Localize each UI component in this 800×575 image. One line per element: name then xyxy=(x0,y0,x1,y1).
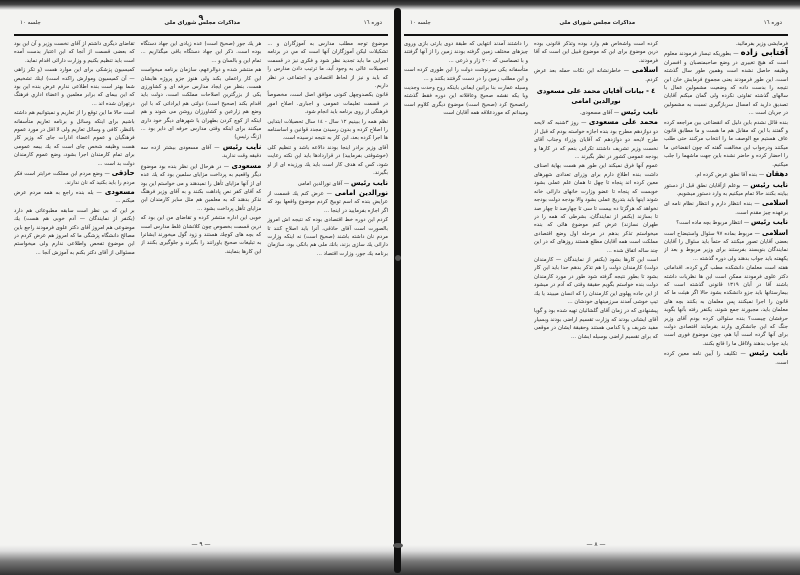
speaker-name: حاذقى xyxy=(111,169,135,178)
paragraph: كرده است واشخاص هم وارد بوده وتذكر قانونى بوده درين موضوع براى اين كه موضوع قبيل اين است كه آقا فرمودند. xyxy=(534,41,658,64)
speaker-paragraph: نورالدين امامى — عرض كنم يك قسمت از عرايض بنده كه اسم توبيخ كردم موضوع واقعها بود كه اگر اجازه بفرماييد در اينجا ... xyxy=(267,188,388,214)
column-left xyxy=(404,40,528,520)
columns xyxy=(14,40,388,520)
paragraph: بر اين كه بى نظر است سابقه مطبوعاتى هم دارد (يكنفر از نمايندگان — آدم خوبى هم هست) يك موضوعى هم امروز آقاى دكتر علوى فرمودند راجع باين مصالح دانشگاه پزشگى ما كه امروز هم عرض كردم در اين موضوع تفحص واطلاعى ندارم ولى ميخواستم مسئوالى از آقاى دكتر بكنم به آموزش آنجا ... xyxy=(13,207,135,256)
paragraph: را داشتند آمدند انتهايى كه طبقة دوى يارتى بازى وروى چيزهاى مختلف زمين گرفته بودند زمين را از آنها گرفتند و با تصماسى كه ٢٠٠ زار و ذرعى ... xyxy=(404,41,528,64)
speaker-paragraph: حاذقى — وضع مردم اين مملكت خرابتر است فكر مردم را بايد بكنيد كه نان ندارند. xyxy=(13,169,135,186)
paragraph: تقاضاى ديگرى داشتم از آقاى نخست وزير و آن اين بود كه بعضى قسمت از آنجا كه اين اعتبار بدست آمده است بايد تنظيم بكنيم و وزارت دارائى اقدام نمايد. xyxy=(13,41,135,64)
page-mark: ٩ xyxy=(198,13,204,22)
paragraph: هفته است معلمان دانشكده مطب گرو كرده، اقداماتى دكتر علوى فرمودند ممكن است اين ها نظريات داشته باشند آقا در آبان ١٣١٩ قانونى گذشته است كه بيمارستانها بايد جزو دانشكده بشود حالا اگر هيئت ما كه قانون را اجرا نميكنند پس معلمان به بكنند بچه هاى معلمان بايد، مجبورند جمع شوند، يكنفر رفته بآنها بگويد حرفشان چيست؟ بنده سئوالى كرده بودم آقاى وزير جنگ كه اين جانشكرى وارند بفرمايند اقتصادى دولت براى آنها گرده است آيا هم، چون موضوع فورى است بايد جواب بدهند ولااقل ما را قانع بكنند. xyxy=(664,265,788,347)
speaker-paragraph: مسعودى — در هرحال اين نظر بنده بود موضوع ديگر واقعيم به پرداخت مزاياى سلمين بود كه يك عده اى از آنها مزاياى تأهل را نميدهند و مى خواستم اين بود كه آقاى كفر نص پاداهت بكنند و به آقاى وزير فرهنگ تذكر بدهند كه به معلمين هم مثل ساير كارمندان اين مزاياى تأهل پرداخت بشود ... xyxy=(140,161,262,212)
paragraph: نظم همه را ببينيم ١٢ سال - ١٤ سال تحصيلات ابتدايى را اصلاح كرده و بدون رسيدن مجدد قوانين و اساسنامه ها اجرا كرده بعد، اين كار به نتيجه نرسيده است. xyxy=(267,118,388,142)
section-heading: ٤ - بيانات آقايان محمد على مسعودى نورالدين امامى xyxy=(536,87,656,106)
speaker-name: اسلامى xyxy=(761,228,788,237)
speaker-paragraph: نايب رئيس — تكليف را آيين نامه معين كرده است. xyxy=(664,349,788,366)
speaker-name: نايب رئيس xyxy=(750,180,788,189)
speaker-paragraph: اسلامى — مربوط بماده ٩٧ سئوال واستيضاح است بعضى آقايان تصور ميكنند كه حتماً بايد سئوال را آقايان نمايندگان بنويسند بفرستند براى وزير مربوط و بعد از يكهفته بايد جواب بدهند ولى دوره گذشته ... xyxy=(664,228,788,262)
speaker-name: آفتابى زاده xyxy=(740,48,788,59)
right-page xyxy=(404,14,788,548)
header-title: مذاكرات مجلس شوراى ملى xyxy=(559,20,636,26)
speaker-name: نايب رئيس xyxy=(620,108,658,117)
speaker-paragraph: اسلامى — بنده انتظار دارم و انتظار نظام نامه اى برعهده چيز مقدم است. xyxy=(664,199,788,216)
paragraph: هر يك جور (صحيح است) عده زيادى اين جهاد دستگاه بوده است. ذكر اين جهاد دستگاه باقى ميگذاريم ... تمام اين و بالسان و ... xyxy=(140,41,262,64)
speaker-name: نورالدين امامى xyxy=(334,188,388,197)
speaker-name: نايب رئيس xyxy=(749,349,788,358)
speaker-paragraph: نايب رئيس — انتظار مربوط بچه ماده است؟ xyxy=(676,218,788,227)
page-number: — ٩ — xyxy=(191,541,211,548)
scan-artifact xyxy=(393,543,403,548)
header-rule xyxy=(14,34,388,36)
speaker-name: محمد على مسعودى xyxy=(588,118,658,127)
paragraph: هم منتشر شده و دوالرعهم، سازمان برنامه ميخواست اين كار راعملى بكند ولى هنوز جزو پروژه هايشان هست، بنظر من ايجاد مدارس حرفه اى و كشاورزى يكى از بزرگترين اصلاحات مملكت است، دولت بايد اقدام بكند (صحيح است) دولتى هم ايراداتى كه با اين وضع هم زارعين و كشاورزان روشن مى شوند و هم اينكه از كوچ كردن بطهران يا شهرهاى ديگر خود دارى ميكنند براى اينكه وقتى مدارس حرفه اى داير بود ... (زنگ رئيس) xyxy=(140,67,262,141)
scan-artifact xyxy=(395,255,401,261)
speaker-name: نايب رئيس xyxy=(350,178,388,187)
header-rule xyxy=(404,34,788,36)
paragraph: قانون يكصدوچهل كنونى موافق اصل است، مخصوصاً در قسمت تعليمات عمومى و اجبارى. اصلاح امور فرهنگى از روى برنامه بايد انجام شود. xyxy=(267,92,388,116)
header-session-volume: دوره ١٦ xyxy=(763,20,782,26)
paragraph: كميسيون پزشكى براى اين موارد هست (و تكر زاهى — آن كميسيون وموارش راكده است) اينك تشخيص شما بهتر است بنده اطلاعى ندارم عرض بنده اين بود كه اين بيماى كه برابر معلمين و اعضاء اداري فرهنگ درتهران شده اند ... xyxy=(13,67,135,107)
paragraph: متأسفانه يكى سرنوشت دولت را اين طورى كرده است و اين مطلب زمين را در دست گرفتند بكنند و ... xyxy=(404,67,528,82)
speaker-paragraph: نايب رئيس — آقاى مسعودى. xyxy=(579,108,658,117)
header-sitting: جلسه ١٠ xyxy=(20,20,41,26)
binding-gutter xyxy=(394,8,401,573)
columns xyxy=(404,40,788,520)
speaker-name: نايب رئيس xyxy=(750,218,788,227)
column-right xyxy=(664,40,788,520)
paragraph: وسيله عمارت بنا برانين ايمانى باينكه روح وحدت وجديت ويا يكه نقشه صحيح وعاقلانه اين دوره فقط گذشته راتصحيح كرد (صحيح است) موضوع ديگرى كلاوم است وميدانم كه موردعلاقه همه آقايان است xyxy=(404,85,528,117)
paragraph: پيشنهادى كه در زمان آقاى گلشائيان تهيه شده بود و گويا آقاى ايشانى بودند كه وزارت تقسيم اراضى بودند وبسيار مفيد شريف و يا كدامى هستند وحقيقة ايشان در موقعى كه براى تقسيم اراضى بوسيله ايشان ... xyxy=(534,308,658,340)
header-sitting: جلسه ١٠ xyxy=(410,20,431,26)
header-session-volume: دوره ١٦ xyxy=(363,20,382,26)
speaker-paragraph: نايب رئيس — آقاى مسعودى بيشتر ازده سه دقيقه وقت نداريد. xyxy=(140,142,262,160)
speaker-paragraph: نايب رئيس — بوعلم ازآقايان نطق قبل از دستور بياينه بكنند حالا تمام ميكنيم به وارد دستور ميشويم. xyxy=(664,180,788,197)
column-left xyxy=(14,40,135,520)
speaker-paragraph: محمد على مسعودى — روز ٣شنبه كه لايحه دو دوازدهم مطرح بود بنده اجازه خواسته بودم كه قبل از طرح لايحه دو دوازدهم كه آقايان وزراء وجناب آقاى نخست وزير تشريف داشتند تكرانى بنعم كه در كارها و بودجه عمومى كشور در نظر بگيرند ... xyxy=(534,118,658,161)
paragraph: است اين كارها بشود (يكنفر از نمايندگان — كارمندان دولت) كارمندان دولت را هم تذكر بدهم حدا بايد اين كار بشود تا بطور نتيجه گرفته شود طور در مورد كارمندان دولت بنده خواستم بگويم حقيقة وقتى كه آدم در ميشود از اين جاده پهلوى اين كارمندان را كه انسان ميبيند يا يك تيپ خوشى آمدند سرزمينهاى خودشان ... xyxy=(534,256,658,305)
paragraph: عموم آنها فرق نميكند اين طور هم هست بهاية اصناف داشت بنده اطلاع دارم براى وزراى تعدادى شهرهاى معين كرده اند پنجاه تا چهل تا همان علم عملى بشود خوبست كه پنجاه تا عضو وزارت خانهاى دارائى خانه شوند اينها بايد بتدريج عملى بشود والا بودجه دولت بودجه نخواهد كه هرگزتا ده بيست تا سى تا چهارصد تا چهار صد تا بسازند (يكنفر از نمايندگان، بشرطى كه همه را در طهران نسازند) عرض كنم موضوع هائى كه بنده ميخواستم تذكر بدهم در مرحله اول وضع اقتصادى مملكت است همه آقايان مطلع هستند روزهاى كه در اين چند ساله اتفاق شده ... xyxy=(534,163,658,254)
paragraph: كردم اين دوره خط اقتصادى بوده كه نتيجه اش امروز بالصورت است آقاى حاذقى، آنرا بايد اصلاح كنند تا مردم نان داشته باشند (صحيح است) نه اينكه وزارت دارائى يك سازى بزند، بانك ملى هم بانكى بود، سازمان برنامه يك جور، وزارت اقتصاد ... xyxy=(267,217,388,257)
speaker-name: اسلامى xyxy=(631,66,658,75)
page-header xyxy=(14,14,388,32)
paragraph: فرمايشى وزير بفرمائيد. xyxy=(735,41,788,47)
header-title: مذاكرات مجلس شوراى ملى xyxy=(164,20,241,26)
paragraph: آقاى وزير برادر اينجا بودند دالاعه باشد و تنظيم كلى (خوشوقتى بفرماييد) در قراردادها بايد اين نكته رعايت شود، كس كه هدف كار است بايد يك ورزيده اى از او بگيرند. xyxy=(267,144,388,177)
speaker-name: نايب رئيس xyxy=(222,142,262,151)
speaker-paragraph: اسلامى — خاطرنشانه اين نكات حمله بعد عرض كردم. xyxy=(534,66,658,83)
left-page xyxy=(13,13,388,548)
column-right xyxy=(267,40,388,520)
speaker-name: مسعودى xyxy=(231,161,262,170)
paragraph: بنده قائل نشدم باين دليل كه انقضاعى بين مراجعه كرده و گفتند با اين كه مقابل هم ما هست و ما مطابق قانون عاف هستيم مع الوصف ما را انتخاب مركنند حتى طلب ميكنند ودرجواب اين مخالفت گفته كه چون انقضاعى ما را احضار كرده و حاضر نشده باين جهت ماشهما را جلب ميكنيم. xyxy=(664,119,788,168)
speaker-name: دهقان xyxy=(765,170,788,179)
speaker-paragraph: مسعودى — بله بنده راجع به همه مردم عرض ميكنم ... xyxy=(13,187,135,205)
speaker-name: اسلامى xyxy=(761,199,788,208)
speaker-paragraph: دهقان — بنده آقا نطق عرض كرده ام. xyxy=(694,170,788,179)
speaker-paragraph: نايب رئيس — آقاى نورالدين امامى xyxy=(297,178,388,187)
paragraph: خوبى اين اداره منتشر كرده و تقاضاى من اين بود كه درين قسمت بخصوص چون كلاتشان غلط مدارس است كه بچه هاى كوچك هستند و زود گول ميخورند ايشانرا به تبليغات صحيح ياورانند را بگيرند و جلوگيرى بكنند از اين كارها بنمايند. xyxy=(140,215,262,255)
page-number: — ٨ — xyxy=(586,541,606,548)
paragraph: موضوع توجه مطلب مدارس به آموزگاران و ... تشكيلات ليكن آموزگاران آنها است كه مي در برنامه اجرايى ما بايد تجديد نظر شود و فكرى نيز در قسمت تحصيلات عالى به وجود آيد، ما ترتيب دادن مدارس را كه بايد و نيز از لحاظ اقتصادى و اجتماعى در نظر داريم. xyxy=(267,41,388,90)
column-middle xyxy=(141,40,262,520)
column-middle xyxy=(534,40,658,520)
page-header xyxy=(404,14,788,32)
speaker-paragraph: آفتابى زاده — بطوريكه تيسار فرمودند معلوم است كه هيچ تغييرى در وضع صاحبمنصبان و افسران وظيفه حاصل نشده است وهمين طور سال گذشته است، اين طور فرمودند يعنى مجموع فرمايش خان ابن نتيجه را بدست داده كه وضعيت مشمولين عمال با سالهاى گذشته تفاوتى نكرده ولى گمان ميكنم آقايان تصديق داريد كه امسال سربازگيرى نسبت به مشمولين در جريان است ... xyxy=(664,48,788,117)
speaker-name: مسعودى xyxy=(104,187,135,196)
paragraph: است حالا ما اين توقع را از تعاريم و نميتوانيم هم داشته باشيم براى اينكه وسائل و برنامه تعاريم متأسفانه بالنظر، كافى و وسائل تعاريم ولى لا اقل در مورد عموم فرهنگيان و عموم اعضاء ادارات جاى كه وزير كار هست وظيفه شخص چاى است كه يك بيمه عمومى براى تمام كارمندان اجرا بشود، وضع عموم كارمندان دولت بد است ... xyxy=(13,110,135,167)
